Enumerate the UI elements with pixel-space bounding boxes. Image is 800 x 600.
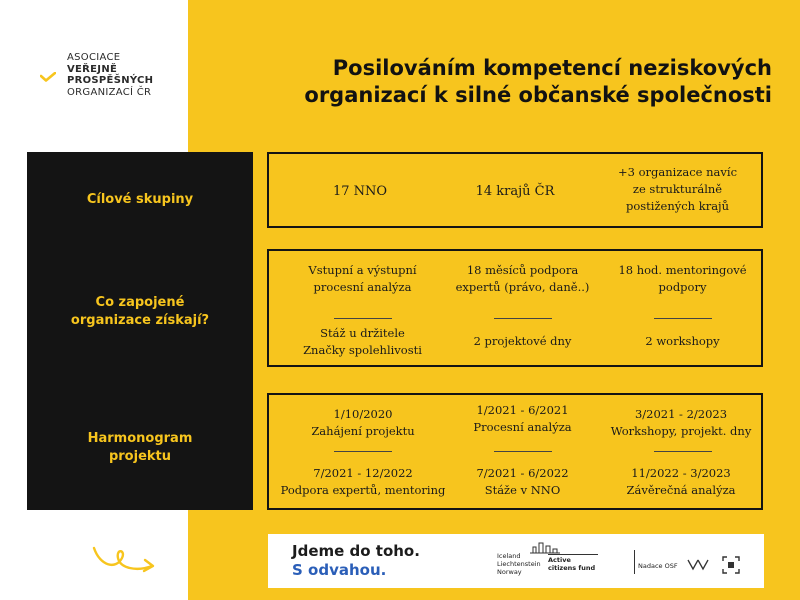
benefit-internship	[280, 325, 445, 359]
label-schedule	[27, 430, 253, 466]
benefit-workshops: 2 workshopy	[645, 334, 720, 348]
divider	[494, 451, 552, 452]
funder-liechtenstein: Liechtenstein	[497, 560, 541, 568]
schedule-experts-text: Podpora expertů, mentoring	[280, 483, 446, 497]
title-line-1: Posilováním kompetencí neziskových	[332, 56, 772, 80]
schedule-internships-date: 7/2021 - 6/2022	[476, 466, 569, 480]
fund-line-2: citizens fund	[548, 564, 596, 572]
benefit-experts	[440, 262, 605, 296]
benefit-internship-line-2: Značky spolehlivosti	[303, 343, 422, 357]
schedule-internships-text: Stáže v NNO	[484, 483, 561, 497]
checkmark-icon	[40, 72, 56, 82]
label-benefits-line-2: organizace získají?	[70, 313, 210, 328]
swirl-arrow-icon	[90, 540, 160, 576]
benefit-internship-line-1: Stáž u držitele	[320, 326, 405, 340]
fund-line-1: Active	[548, 556, 571, 564]
target-extra-line-3: postižených krajů	[625, 199, 730, 213]
schedule-process-analysis	[440, 402, 605, 436]
schedule-process-analysis-text: Procesní analýza	[473, 420, 572, 434]
funders-text	[497, 552, 541, 576]
schedule-process-analysis-date: 1/2021 - 6/2021	[476, 403, 569, 417]
nadace-osf: Nadace OSF	[638, 562, 678, 570]
benefit-mentoring-line-1: 18 hod. mentoringové	[618, 263, 747, 277]
schedule-workshops-date: 3/2021 - 2/2023	[634, 407, 728, 421]
target-extra-line-2: ze strukturálně	[632, 182, 723, 196]
schedule-workshops-text: Workshopy, projekt. dny	[610, 424, 752, 438]
label-target-groups: Cílové skupiny	[86, 192, 194, 207]
benefit-analysis-line-1: Vstupní a výstupní	[308, 263, 417, 277]
footer-slogan	[292, 542, 420, 580]
logo-line-3: PROSPĚŠNÝCH	[67, 75, 154, 86]
schedule-experts-date: 7/2021 - 12/2022	[313, 466, 413, 480]
target-regions: 14 krajů ČR	[475, 184, 555, 199]
schedule-final-analysis-text: Závěrečná analýza	[626, 483, 736, 497]
benefit-experts-line-2: expertů (právo, daně..)	[455, 280, 590, 294]
schedule-final-analysis	[596, 465, 766, 499]
benefit-analysis	[280, 262, 445, 296]
benefit-experts-line-1: 18 měsíců podpora	[466, 263, 579, 277]
schedule-start	[278, 406, 448, 440]
slogan-line-1: Jdeme do toho.	[292, 542, 420, 560]
divider	[654, 451, 712, 452]
target-extra	[595, 164, 760, 215]
logo-line-4: ORGANIZACÍ ČR	[67, 86, 152, 98]
label-benefits	[27, 294, 253, 330]
funder-iceland: Iceland	[497, 552, 521, 560]
label-benefits-line-1: Co zapojené	[95, 295, 185, 310]
schedule-start-date: 1/10/2020	[333, 407, 393, 421]
label-schedule-line-2: projektu	[108, 449, 172, 464]
schedule-experts	[278, 465, 448, 499]
divider	[654, 318, 712, 319]
target-nno: 17 NNO	[332, 184, 388, 199]
active-citizens-fund	[548, 556, 595, 572]
logo-text	[67, 52, 153, 98]
benefit-mentoring	[600, 262, 765, 296]
divider	[494, 318, 552, 319]
schedule-internships	[440, 465, 605, 499]
title-line-2: organizací k silné občanské společnosti	[304, 83, 772, 107]
schedule-final-analysis-date: 11/2022 - 3/2023	[631, 466, 731, 480]
schedule-start-text: Zahájení projektu	[311, 424, 415, 438]
footer-banner	[268, 534, 764, 588]
benefit-analysis-line-2: procesní analýza	[313, 280, 412, 294]
divider	[548, 554, 598, 555]
funder-norway: Norway	[497, 568, 522, 576]
partner-logo-icon	[686, 558, 712, 572]
slogan-line-2: S odvahou.	[292, 561, 387, 579]
logo-line-1: ASOCIACE	[67, 52, 121, 63]
target-extra-line-1: +3 organizace navíc	[617, 165, 738, 179]
label-schedule-line-1: Harmonogram	[87, 431, 193, 446]
partner-frame-icon	[722, 556, 740, 574]
page-title	[262, 55, 772, 109]
divider	[334, 318, 392, 319]
divider	[634, 550, 635, 574]
benefit-mentoring-line-2: podpory	[658, 280, 707, 294]
schedule-workshops	[596, 406, 766, 440]
logo-line-2: VEŘEJNĚ	[67, 63, 118, 75]
benefit-project-days: 2 projektové dny	[473, 334, 572, 348]
divider	[334, 451, 392, 452]
